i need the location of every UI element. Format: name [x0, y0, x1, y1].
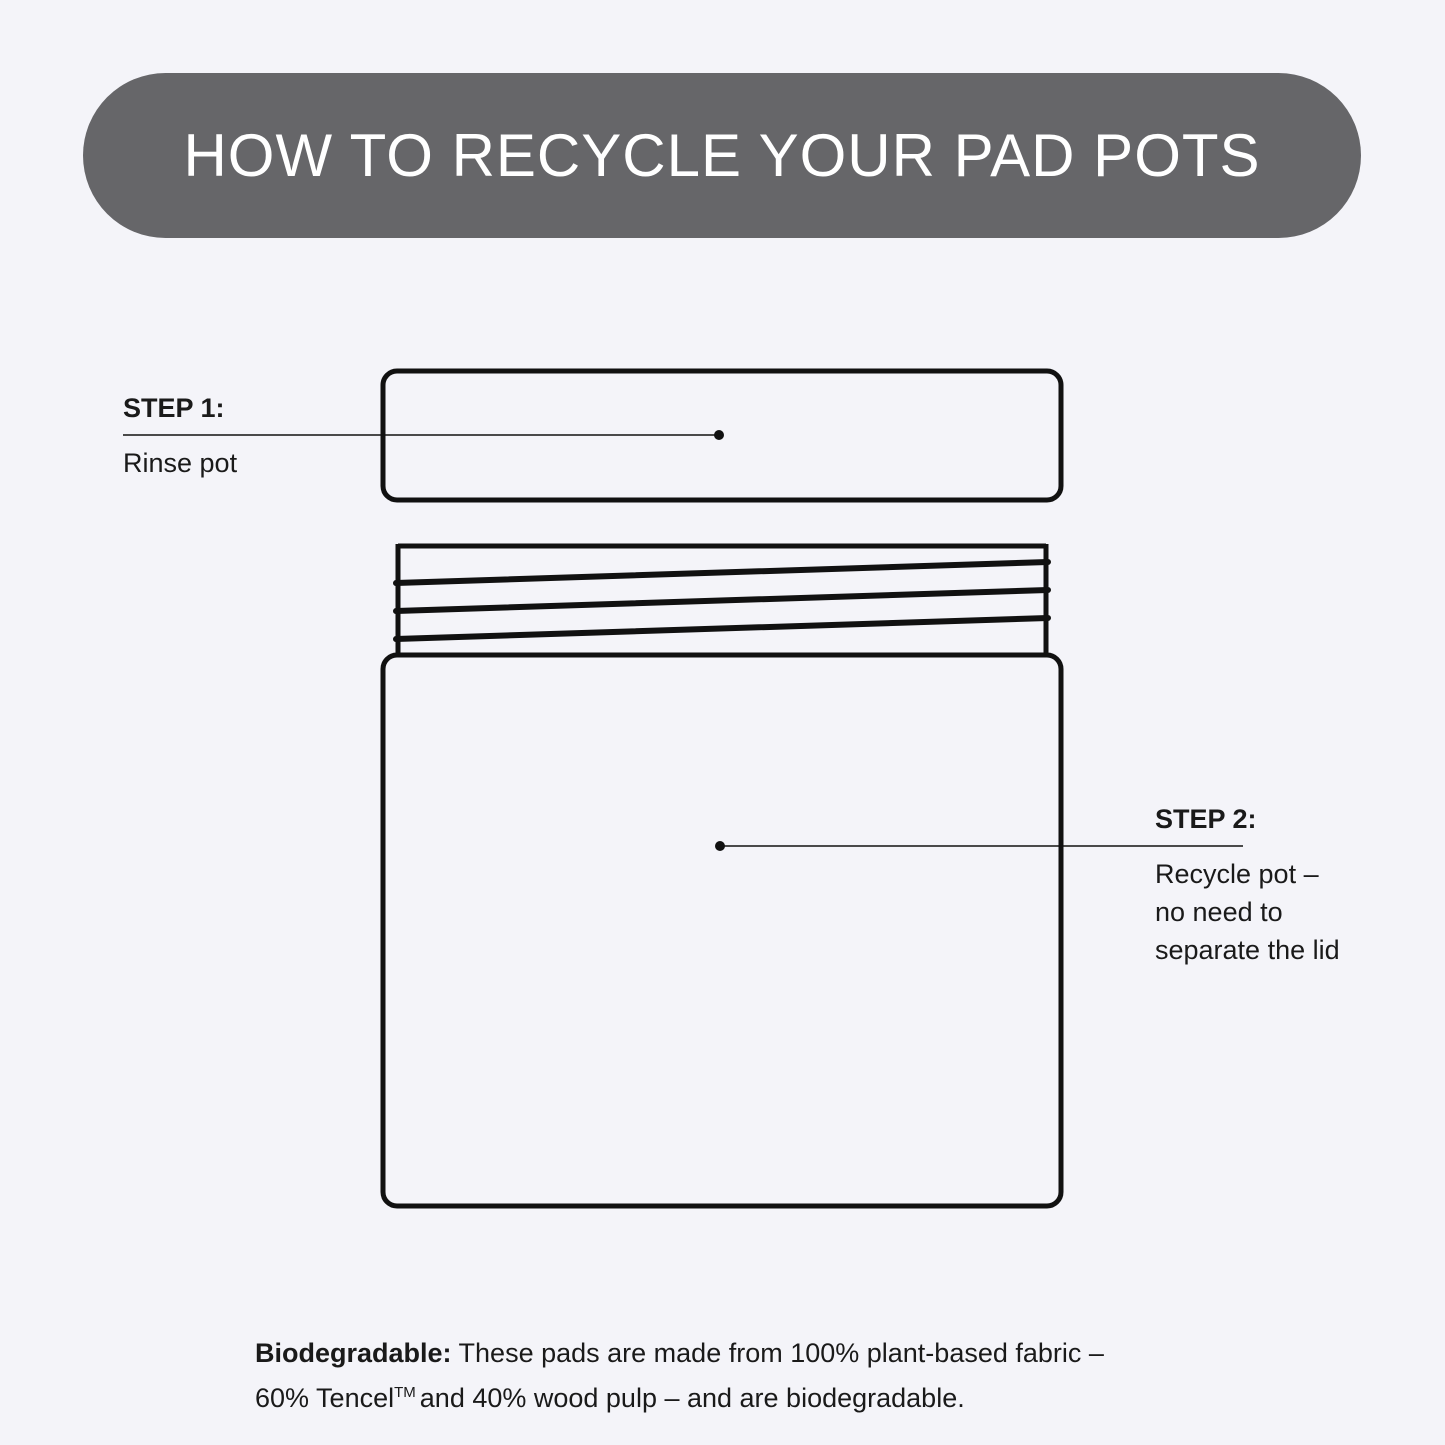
pot-body [383, 655, 1061, 1206]
note-label: Biodegradable: [255, 1338, 452, 1368]
trademark-mark: TM [394, 1384, 416, 1401]
biodegradable-note [255, 1333, 1255, 1418]
step2-leader-dot [715, 841, 725, 851]
thread-line [396, 590, 1048, 611]
step2-text: Recycle pot – no need to separate the lid [1155, 859, 1340, 965]
step1-leader-dot [714, 430, 724, 440]
step2-heading: STEP 2: [1155, 804, 1257, 834]
note-line2-end: and 40% wood pulp – and are biodegradable. [419, 1383, 965, 1413]
page-title: HOW TO RECYCLE YOUR PAD POTS [183, 122, 1261, 189]
step1-text: Rinse pot [123, 448, 238, 478]
note-line2-start: 60% Tencel [255, 1383, 395, 1413]
thread-line [396, 562, 1048, 583]
note-line1: These pads are made from 100% plant-based fabric – [458, 1338, 1104, 1368]
thread-line [396, 618, 1048, 639]
pot-neck [396, 544, 1048, 655]
step1-heading: STEP 1: [123, 393, 225, 423]
